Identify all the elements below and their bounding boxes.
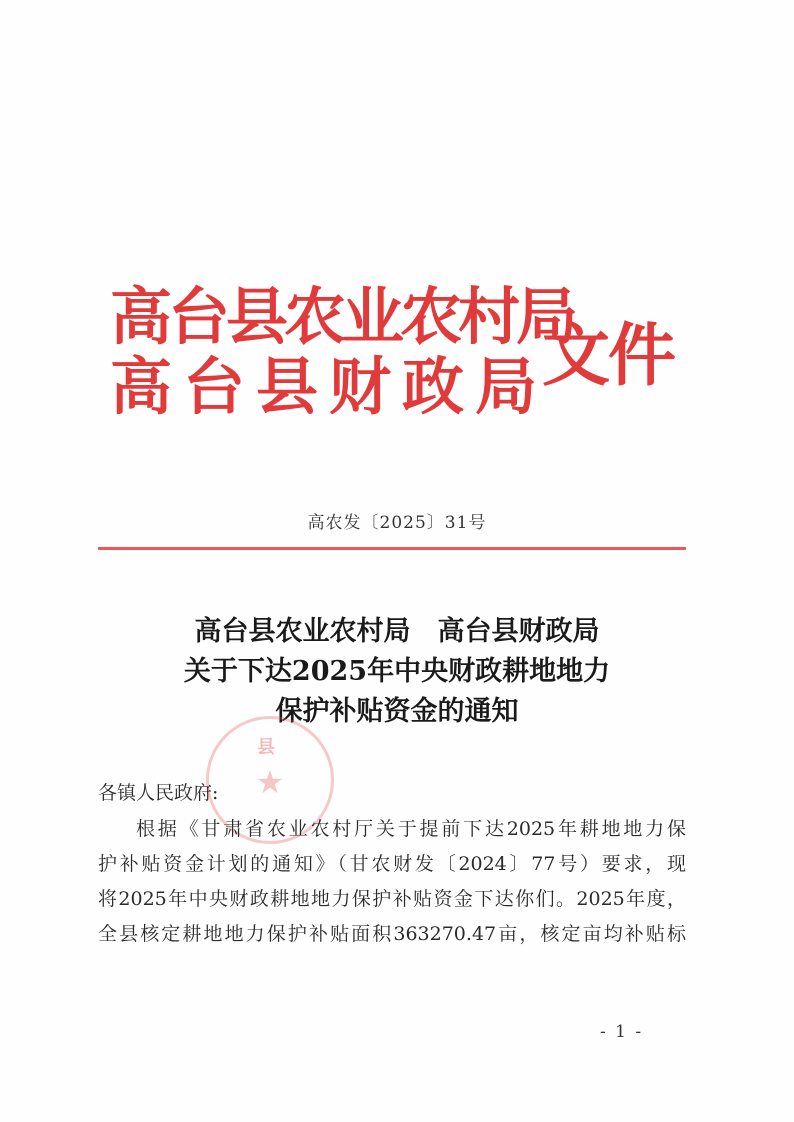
body-line-2: 护补贴资金计划的通知》（甘农财发〔2024〕77号）要求，现 bbox=[98, 853, 686, 875]
title-line-3: 保护补贴资金的通知 bbox=[275, 696, 519, 727]
document-number: 高农发〔2025〕31号 bbox=[307, 513, 487, 533]
issuing-authority-agriculture: 高台县农业农村局 bbox=[110, 280, 575, 353]
body-paragraph bbox=[98, 812, 686, 952]
body-line-3: 将2025年中央财政耕地地力保护补贴资金下达你们。2025年度， bbox=[98, 888, 686, 910]
red-separator-line bbox=[98, 547, 686, 550]
title-line-1: 高台县农业农村局 高台县财政局 bbox=[194, 616, 600, 647]
title-line-2: 关于下达2025年中央财政耕地地力 bbox=[183, 656, 611, 687]
seal-star-icon: ★ bbox=[255, 763, 285, 801]
seal-text: 县 bbox=[257, 737, 283, 758]
body-line-4: 全县核定耕地地力保护补贴面积363270.47亩，核定亩均补贴标 bbox=[98, 923, 686, 945]
page-number: - 1 - bbox=[600, 1022, 644, 1042]
issuing-authority-finance: 高台县财政局 bbox=[110, 350, 549, 423]
body-line-1: 根据《甘肃省农业农村厅关于提前下达2025年耕地地力保 bbox=[136, 818, 686, 840]
document-word: 文件 bbox=[542, 316, 675, 396]
notice-title bbox=[0, 612, 794, 732]
salutation: 各镇人民政府: bbox=[98, 782, 219, 804]
red-header bbox=[110, 282, 690, 442]
